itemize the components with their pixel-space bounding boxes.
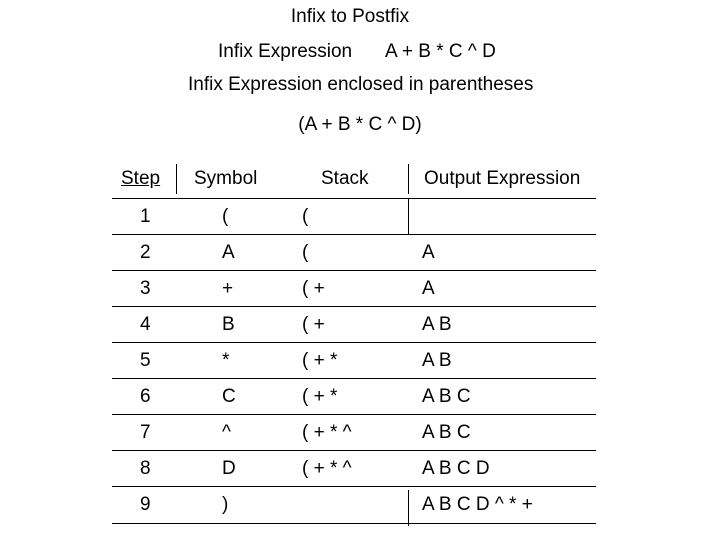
stack-output-divider-bottom [408,490,409,526]
cell-stack: ( + * ^ [302,422,352,443]
table-row [112,234,596,271]
cell-stack: ( [302,206,309,227]
cell-output: A B C [422,422,471,443]
cell-symbol: ( [222,206,229,227]
table-row [112,270,596,307]
cell-output: A [422,242,435,263]
table-row [112,306,596,343]
table-row [112,378,596,415]
infix-expression-value: A + B * C ^ D [385,41,496,62]
cell-symbol: A [222,242,235,263]
cell-stack [286,487,408,523]
table-row [112,486,596,524]
cell-stack: ( + * ^ [302,458,352,479]
cell-output: A B [422,350,452,371]
cell-symbol: D [222,458,236,479]
stack-output-divider-top [408,198,409,234]
cell-step: 9 [140,494,151,515]
table-header-row [112,160,596,198]
cell-step: 3 [140,278,151,299]
parenthesized-expression-value: (A + B * C ^ D) [298,114,422,135]
cell-step: 7 [140,422,151,443]
cell-step: 8 [140,458,151,479]
cell-step: 1 [140,206,151,227]
page-title: Infix to Postfix [290,6,410,27]
cell-output: A B [422,314,452,335]
cell-output: A B C D ^ * + [422,494,533,515]
cell-symbol: * [222,350,230,371]
table-row [112,198,596,235]
table-row [112,342,596,379]
cell-step: 6 [140,386,151,407]
cell-output [408,199,596,235]
cell-stack: ( + * [302,386,338,407]
cell-output: A B C [422,386,471,407]
table-row [112,450,596,487]
cell-symbol: ) [222,494,229,515]
header-output-expression: Output Expression [424,168,581,189]
cell-step: 2 [140,242,151,263]
cell-stack: ( + [302,314,325,335]
column-divider-3 [408,164,409,194]
table-row [112,414,596,451]
cell-symbol: + [222,278,234,299]
cell-stack: ( [302,242,309,263]
header-symbol: Symbol [194,168,258,189]
cell-output: A B C D [422,458,490,479]
cell-stack: ( + [302,278,325,299]
cell-step: 5 [140,350,151,371]
cell-symbol: ^ [222,422,231,443]
cell-step: 4 [140,314,151,335]
infix-expression-label: Infix Expression [218,41,353,62]
cell-symbol: B [222,314,235,335]
cell-output: A [422,278,435,299]
header-step: Step [121,168,161,189]
parenthesized-expression-label: Infix Expression enclosed in parentheses [188,74,534,95]
column-divider-1 [176,164,177,194]
cell-symbol: C [222,386,236,407]
header-stack: Stack [321,168,369,189]
cell-stack: ( + * [302,350,338,371]
